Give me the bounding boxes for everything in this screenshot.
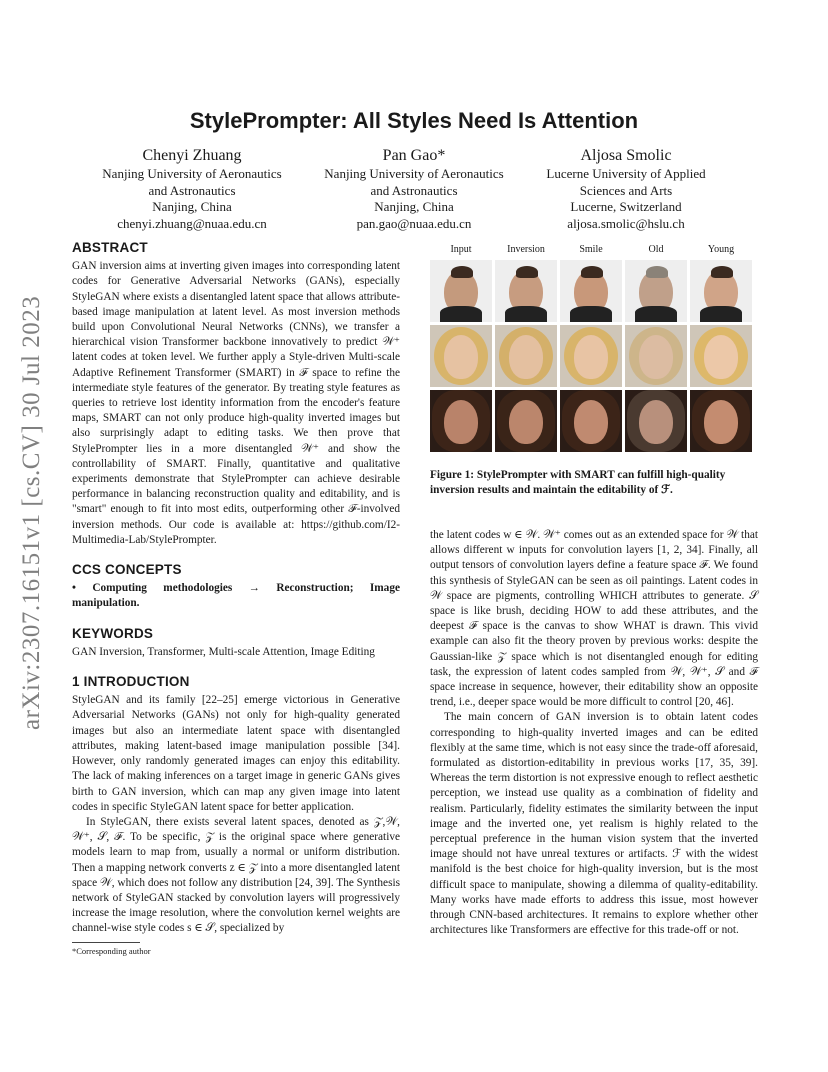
column-label: Old bbox=[648, 244, 664, 255]
face-image-brunette-smile bbox=[560, 390, 622, 452]
abstract-heading: ABSTRACT bbox=[72, 240, 148, 255]
face-image-blonde-input bbox=[430, 325, 492, 387]
face-image-man-input bbox=[430, 260, 492, 322]
author-location: Lucerne, Switzerland bbox=[570, 199, 682, 214]
face-image-blonde-smile bbox=[560, 325, 622, 387]
author-email: chenyi.zhuang@nuaa.edu.cn bbox=[117, 215, 267, 231]
author-block bbox=[294, 146, 534, 232]
author-affiliation: and Astronautics bbox=[370, 182, 458, 198]
author-affiliation: Sciences and Arts bbox=[579, 182, 673, 198]
face-image-brunette-input bbox=[430, 390, 492, 452]
author-location: Nanjing, China bbox=[152, 199, 232, 214]
ccs-text: • Computing methodologies → Reconstruction; Image manipulation. bbox=[72, 582, 400, 610]
author-affiliation: Lucerne University of Applied bbox=[546, 166, 706, 181]
face-image-blonde-young bbox=[690, 325, 752, 387]
column-label: Input bbox=[450, 244, 472, 255]
face-image-blonde-inversion bbox=[495, 325, 557, 387]
face-image-man-old bbox=[625, 260, 687, 322]
intro-paragraph: In StyleGAN, there exists several latent spaces, denoted as 𝒵,𝒲, 𝒲⁺, 𝒮, ℱ. To be specific, 𝒵 is the original space where generative models learn to map from, usually a normal or uniform distribution. Then a mapping network converts z ∈ 𝒵 into a more disentangled latent space 𝒲, which does not follow any distribution [24, 39]. The Synthesis network of StyleGAN stacked by convolution layers will progressively increase the image resolution, where the convolution kernel weights are channel-wise style codes s ∈ 𝒮, specialized by bbox=[72, 815, 400, 935]
footnote-rule bbox=[72, 942, 140, 943]
author-email: pan.gao@nuaa.edu.cn bbox=[356, 215, 472, 231]
author-block bbox=[72, 146, 312, 232]
author-affiliation: and Astronautics bbox=[148, 182, 236, 198]
author-email: aljosa.smolic@hslu.ch bbox=[567, 215, 685, 231]
arxiv-identifier: arXiv:2307.16151v1 [cs.CV] 30 Jul 2023 bbox=[18, 295, 45, 730]
column-label: Smile bbox=[579, 244, 603, 255]
author-block bbox=[506, 146, 746, 232]
ccs-heading: CCS CONCEPTS bbox=[72, 562, 182, 578]
column-label: Young bbox=[707, 244, 735, 255]
keywords-heading: KEYWORDS bbox=[72, 625, 154, 641]
face-image-brunette-inversion bbox=[495, 390, 557, 452]
author-affiliation: Nanjing University of Aeronautics bbox=[324, 166, 504, 181]
figure-1 bbox=[430, 244, 758, 452]
right-column bbox=[430, 528, 758, 938]
face-image-grid bbox=[430, 260, 758, 452]
footnote: *Corresponding author bbox=[72, 946, 151, 956]
face-image-man-young bbox=[690, 260, 752, 322]
intro-paragraph: The main concern of GAN inversion is to obtain latent codes corresponding to high-quality inverted images and can be edited flexibly at the same time, which is not easy since the trade-off aforesaid, formulated as distortion-editability in previous works [17, 35, 39]. Whereas the term distortion is not expressive enough to reflect aesthetic perception, we instead use quality as a combination of fidelity and realism. Particularly, fidelity estimates the similarity between the input image and the inverted one, yet realism is highly related to the perceptual preference in the human vision system that the inverted image should not have unreal textures or artifacts. ℱ with the widest manifold is the best choice for high-quality inversion, but is the most difficult space to manipulate, showing a dilemma of quality-editability. Many works have made efforts to address this issue, most however through CNN-based architectures. It remains to explore whether other architectures like Transformers are effective for this trade-off or not. bbox=[430, 711, 758, 937]
left-column bbox=[72, 240, 400, 937]
author-name: Aljosa Smolic bbox=[580, 147, 672, 164]
intro-paragraph: StyleGAN and its family [22–25] emerge victorious in Generative Adversarial Networks (GANs) not only for high-quality generated images but also an intermediate latent space with disentangled attributes, making latent-based image manipulation possible [34]. However, only randomly generated images can enjoy this editability. The lack of making inferences on a target image in generic GANs gives birth to GAN inversion, which can map any given image into latent codes in specific StyleGAN latent space for better application. bbox=[72, 694, 400, 813]
author-name: Chenyi Zhuang bbox=[142, 147, 242, 164]
author-location: Nanjing, China bbox=[374, 199, 454, 214]
face-image-man-inversion bbox=[495, 260, 557, 322]
introduction-heading: 1 INTRODUCTION bbox=[72, 674, 190, 690]
author-affiliation: Nanjing University of Aeronautics bbox=[102, 166, 282, 181]
face-image-blonde-old bbox=[625, 325, 687, 387]
author-name: Pan Gao* bbox=[382, 147, 446, 164]
intro-paragraph: the latent codes w ∈ 𝒲. 𝒲⁺ comes out as an extended space for 𝒲 that allows different w inputs for convolution layers [1, 2, 34]. Finally, all output tensors of convolution layers define a feature space ℱ. We found this synthesis of StyleGAN can be seen as oil paintings. Latent codes in 𝒲 space are pigments, controlling WHICH attributes to generate. 𝒮 space is like brush, deciding HOW to add these attributes, and the deepest ℱ space is the canvas to show WHAT is drawn. This vivid example can also fit the theory proven by previous works: despite the Gaussian-like 𝒵 space which is not disentangled enough for editing task, the expression of latent codes sampled from 𝒲, 𝒲⁺, 𝒮 and ℱ space increase in sequence, however, their editability show an opposite trend, i.e., deeper space would be more difficult to control [20, 46]. bbox=[430, 529, 758, 709]
keywords-text: GAN Inversion, Transformer, Multi-scale Attention, Image Editing bbox=[72, 645, 375, 658]
face-image-brunette-young bbox=[690, 390, 752, 452]
face-image-brunette-old bbox=[625, 390, 687, 452]
abstract-text: GAN inversion aims at inverting given images into corresponding latent codes for Generative Adversarial Networks (GANs), especially StyleGAN where exists a disentangled latent space that allows attribute-based image manipulation at latent level. As most inversion methods build upon Convolutional Neural Networks (CNNs), we transfer a hierarchical vision Transformer backbone innovatively to predict 𝒲⁺ latent codes at token level. We further apply a Style-driven Multi-scale Adaptive Refinement Transformer (SMART) in ℱ space to refine the intermediate style features of the generator. By treating style features as queries to retrieve lost identity information from the encoder's feature maps, SMART can not only produce high-quality inverted images but also surprisingly adapt to editing tasks. We then prove that StylePrompter lies in a more disentangled 𝒲⁺ and show the controllability of SMART. Finally, quantitative and qualitative experiments demonstrate that StylePrompter can achieve desirable performance in balancing reconstruction quality and editability, and is "smart" enough to fit into most edits, outperforming other ℱ-involved inversion methods. Our code is available at: https://github.com/I2-Multimedia-Lab/StylePrompter. bbox=[72, 260, 400, 546]
face-image-man-smile bbox=[560, 260, 622, 322]
column-label: Inversion bbox=[507, 244, 545, 255]
paper-title: StylePrompter: All Styles Need Is Attention bbox=[189, 108, 639, 133]
figure-caption: Figure 1: StylePrompter with SMART can fulfill high-quality inversion results and maintain the editability of ℱ. bbox=[430, 469, 726, 496]
figure-column-headers bbox=[430, 244, 758, 258]
